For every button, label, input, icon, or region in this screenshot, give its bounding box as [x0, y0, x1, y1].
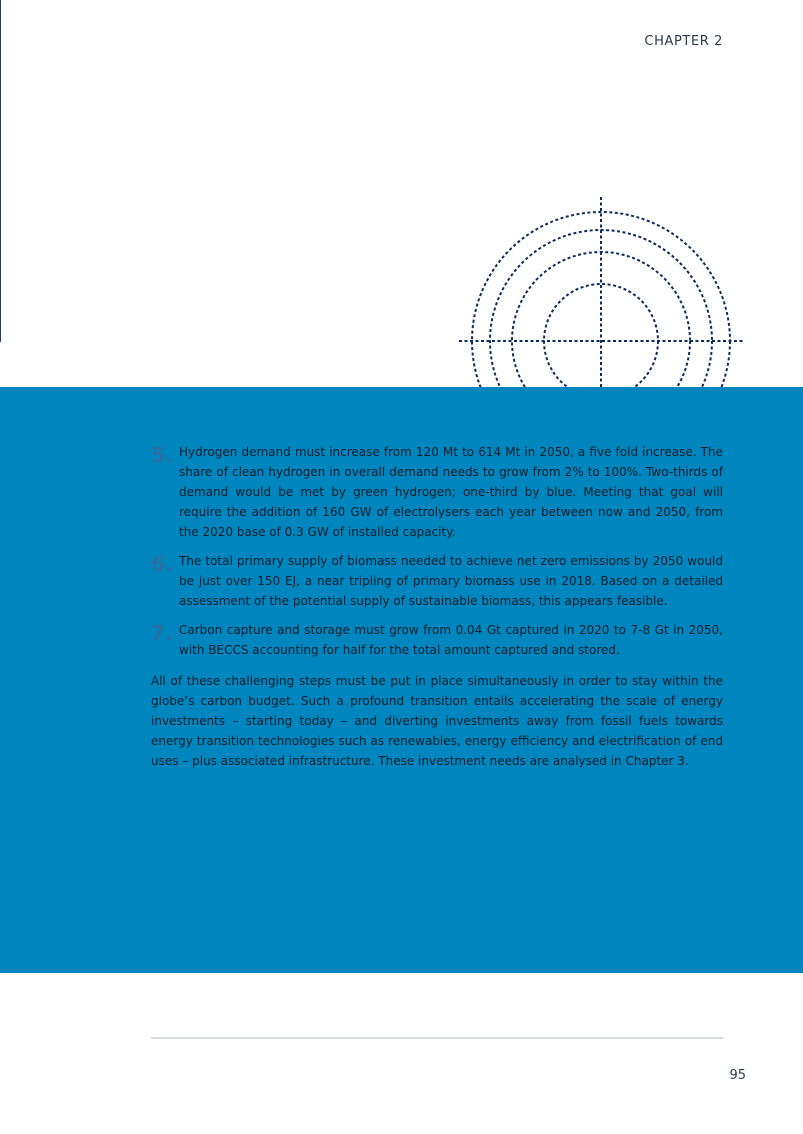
item-text: The total primary supply of biomass needed to achieve net zero emissions by 2050 would be just over 150 EJ, a near tripling of primary biomass use in 2018. Based on a detailed assessment of the potential supply of sustainable biomass, this appears feasible. [179, 554, 723, 608]
list-item [151, 620, 723, 660]
key-steps-content [151, 442, 723, 783]
item-text: Carbon capture and storage must grow from 0.04 Gt captured in 2020 to 7-8 Gt in 2050, with BECCS accounting for half for the total amount captured and stored. [179, 623, 723, 657]
summary-paragraph: All of these challenging steps must be put in place simultaneously in order to stay within the globe’s carbon budget. Such a profound transition entails accelerating the scale of energy investments – starting today – and diverting investments away from fossil fuels towards energy transition technologies such as renewables, energy efficiency and electrification of end uses – plus associated infrastructure. These investment needs are analysed in Chapter 3. [151, 674, 723, 768]
chapter-label: CHAPTER 2 [644, 34, 723, 49]
page-number: 95 [729, 1068, 746, 1083]
item-number: 7. [151, 621, 173, 645]
left-margin-rule [0, 0, 1, 342]
item-number: 5. [151, 443, 173, 467]
item-text: Hydrogen demand must increase from 120 Mt to 614 Mt in 2050, a five fold increase. The share of clean hydrogen in overall demand needs to grow from 2% to 100%. Two-thirds of demand would be met by green hydrogen; one-third by blue. Meeting that goal will require the addition of 160 GW of electrolysers each year between now and 2050, from the 2020 base of 0.3 GW of installed capacity. [179, 445, 723, 539]
footer-divider [151, 1037, 723, 1039]
item-number: 6. [151, 552, 173, 576]
dashed-target-icon [455, 195, 750, 387]
list-item [151, 442, 723, 542]
list-item [151, 551, 723, 611]
